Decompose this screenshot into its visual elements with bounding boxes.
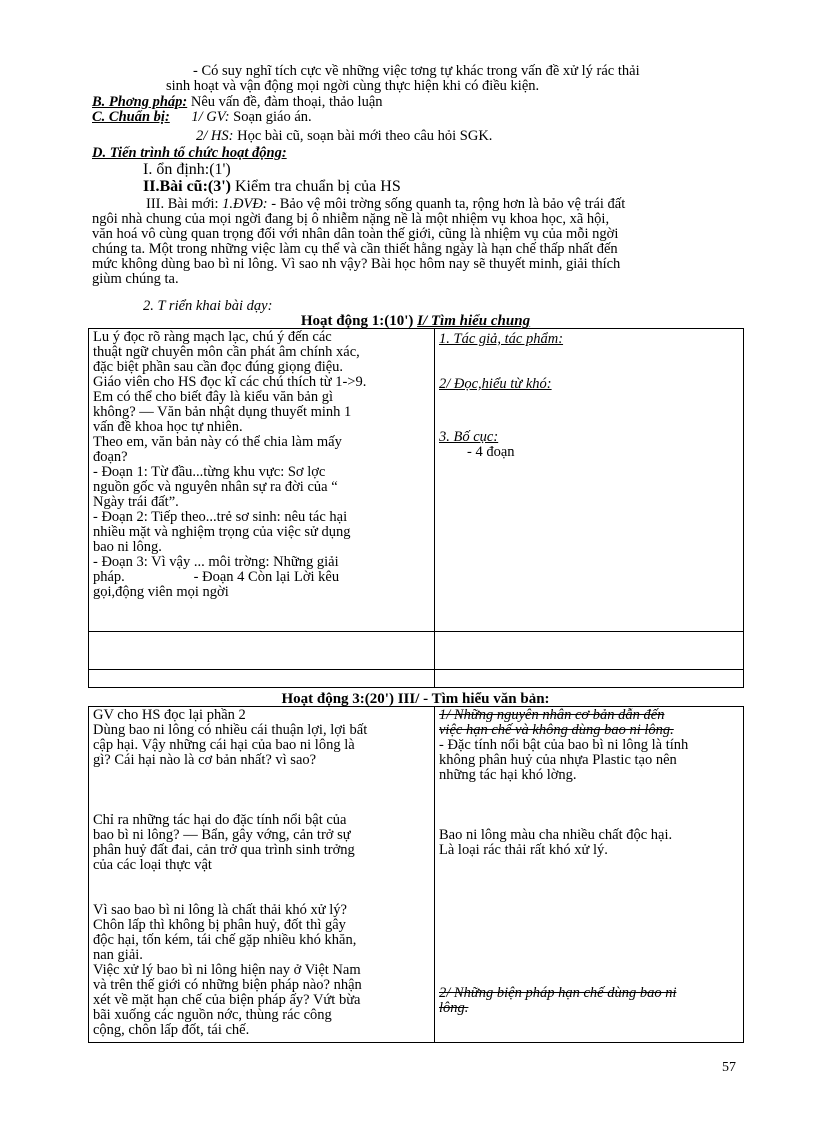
cell-line: Chôn lấp thì không bị phân huỷ, đốt thì gây [93,917,346,933]
cell-line: - Đoạn 3: Vì vậy ... môi trờng: Những giải [93,554,339,570]
section-b [92,95,383,110]
section-b-label: B. Phơng pháp: [92,94,188,110]
intro-line: - Bảo vệ môi trờng sống quanh ta, rộng hơn là bảo vệ trái đất [267,196,626,212]
cell-line: Chỉ ra những tác hại do đặc tính nổi bật của [93,812,347,828]
intro-first-line [92,197,742,212]
cell-line: cộng, chôn lấp đốt, tái chế. [93,1022,250,1038]
section-c [92,110,312,125]
right-heading-1: 1. Tác giả, tác phẩm: [439,331,564,347]
cell-line: Theo em, văn bản này có thể chia làm mấy [93,434,342,450]
cell-line: độc hại, tốn kém, tái chế gặp nhiều khó khăn, [93,932,357,948]
step-1: I. ổn định:(1') [143,161,231,178]
empty-left-cell [89,632,435,670]
trien-khai: 2. T riển khai bài dạy: [143,298,273,314]
intro-line: chúng ta. Một trong những việc làm cụ thể và cần thiết hằng ngày là hạn chế thấp nhất đến [92,241,618,257]
section-d: D. Tiến trình tổ chức hoạt động: [92,145,287,161]
cell-line: gọi,động viên mọi ngời [93,584,229,600]
cell-line: bãi xuống các nguồn nớc, thùng rác công [93,1007,332,1023]
right-heading-1: 1/ Những nguyên nhân cơ bản dẫn đến [439,707,665,723]
cell-line: Giáo viên cho HS đọc kĩ các chú thích từ 1->9. [93,374,367,390]
cell-line: pháp. - Đoạn 4 Còn lại Lời kêu [93,569,340,585]
step-2-text: Kiểm tra chuẩn bị của HS [231,178,401,195]
activity-1-left-cell [89,329,435,632]
intro-line: ngôi nhà chung của mọi ngời đang bị ô nhiễm nặng nề là một nhiệm vụ khoa học, xã hội, [92,211,610,227]
cell-line: Vì sao bao bì ni lông là chất thải khó xử lý? [93,902,347,918]
cell-line: thuật ngữ chuyên môn cần phát âm chính xác, [93,344,360,360]
cell-line: - Đặc tính nổi bật của bao bì ni lông là tính [439,737,689,753]
objective-line-2: sinh hoạt và vận động mọi ngời cùng thực hiện khi có điều kiện. [166,78,540,94]
cell-line: đặc biệt phần sau cần đọc đúng giọng điệu. [93,359,344,375]
cell-line: vấn đề khoa học tự nhiên. [93,419,243,435]
cell-line: Ngày trái đất”. [93,494,179,510]
cell-line: đoạn? [93,449,128,465]
right-heading-1-cont: việc hạn chế và không dùng bao ni lông. [439,722,674,738]
empty-right-cell [435,632,744,670]
page-number: 57 [722,1060,736,1075]
cell-line: xét về mặt hạn chế của biện pháp ấy? Vứt bừa [93,992,361,1008]
empty-left-cell [89,670,435,688]
cell-line: - Đoạn 1: Từ đầu...từng khu vực: Sơ lợc [93,464,326,480]
cell-line: Lu ý đọc rõ ràng mạch lạc, chú ý đến các [93,329,332,345]
right-heading-2: 2/ Những biện pháp hạn chế dùng bao ni [439,985,677,1001]
activity-3-left-cell [89,707,435,1043]
section-c-sub1-text: Soạn giáo án. [229,109,312,125]
intro-line: mức không dùng bao bì ni lông. Vì sao nh vậy? Bài học hôm nay sẽ thuyết minh, giải thích [92,256,621,272]
activity-1-subtitle: I/ Tìm hiểu chung [417,313,531,329]
cell-line: những tác hại khó lờng. [439,767,577,783]
cell-line: không phân huỷ của nhựa Plastic tạo nên [439,752,677,768]
section-c-label: C. Chuẩn bị: [92,109,170,125]
step-2 [143,179,401,194]
cell-line: bao bì ni lông? — Bẩn, gây vớng, cản trở sự [93,827,351,843]
right-heading-3: 3. Bố cục: [439,429,499,445]
cell-line: nan giải. [93,947,143,963]
activity-3-title: Hoạt động 3:(20') [281,691,394,707]
empty-right-cell [435,670,744,688]
cell-line: gì? Cái hại nào là cơ bản nhất? vì sao? [93,752,317,768]
cell-line: và trên thế giới có những biện pháp nào? nhận [93,977,362,993]
section-c-sub2-text: Học bài cũ, soạn bài mới theo câu hỏi SGK. [233,128,493,144]
activity-1-right-cell [435,329,744,632]
cell-line: Em có thể cho biết đây là kiểu văn bản gì [93,389,333,405]
right-heading-2-cont: lông. [439,1000,469,1016]
objective-line-1: - Có suy nghĩ tích cực về những việc tơng tự khác trong vấn đề xử lý rác thải [193,63,640,79]
cell-line: bao ni lông. [93,539,162,555]
activity-1-title: Hoạt động 1:(10') [300,313,414,329]
intro-line: giùm chúng ta. [92,271,179,287]
section-c-sub1-label: 1/ GV: [191,109,230,125]
activity-3-header [88,692,743,707]
section-c-2 [196,129,492,144]
right-heading-2: 2/ Đọc,hiểu từ khó: [439,376,552,392]
cell-line: - Đoạn 2: Tiếp theo...trẻ sơ sinh: nêu tác hại [93,509,348,525]
cell-line: của các loại thực vật [93,857,212,873]
activity-3-subtitle: III/ - Tìm hiểu văn bản: [397,691,550,707]
cell-line: Là loại rác thải rất khó xử lý. [439,842,608,858]
activity-1-header [88,314,743,329]
step-3-label: III. Bài mới: [146,196,219,212]
intro-line: văn hoá vô cùng quan trọng đối với nhân dân toàn thế giới, cũng là nhiệm vụ của mỗi ngời [92,226,619,242]
cell-line: Dùng bao ni lông có nhiều cái thuận lợi, lợi bất [93,722,368,738]
cell-line: nguồn gốc và nguyên nhân sự ra đời của “ [93,479,338,495]
cell-line: không? — Văn bản nhật dụng thuyết minh 1 [93,404,352,420]
cell-line: nhiều mặt và nghiệm trọng của việc sử dụng [93,524,351,540]
cell-line: Việc xử lý bao bì ni lông hiện nay ở Việt Nam [93,962,361,978]
step-2-label: II.Bài cũ:(3') [143,178,231,195]
cell-line: cập hại. Vậy những cái hại của bao ni lông là [93,737,355,753]
cell-line: GV cho HS đọc lại phần 2 [93,707,246,723]
cell-line: phân huỷ đất đai, cản trở qua trình sinh trởng [93,842,355,858]
cell-line: Bao ni lông màu cha nhiều chất độc hại. [439,827,673,843]
activity-3-table [88,706,744,1043]
section-b-text: Nêu vấn đề, đàm thoại, thảo luận [187,94,383,110]
section-c-sub2-label: 2/ HS: [196,128,234,144]
activity-1-table [88,328,744,688]
step-3-sub: 1.ĐVĐ: [218,196,268,212]
activity-3-right-cell [435,707,744,1043]
intro-paragraph [92,197,742,287]
right-value-3: - 4 đoạn [467,444,515,460]
